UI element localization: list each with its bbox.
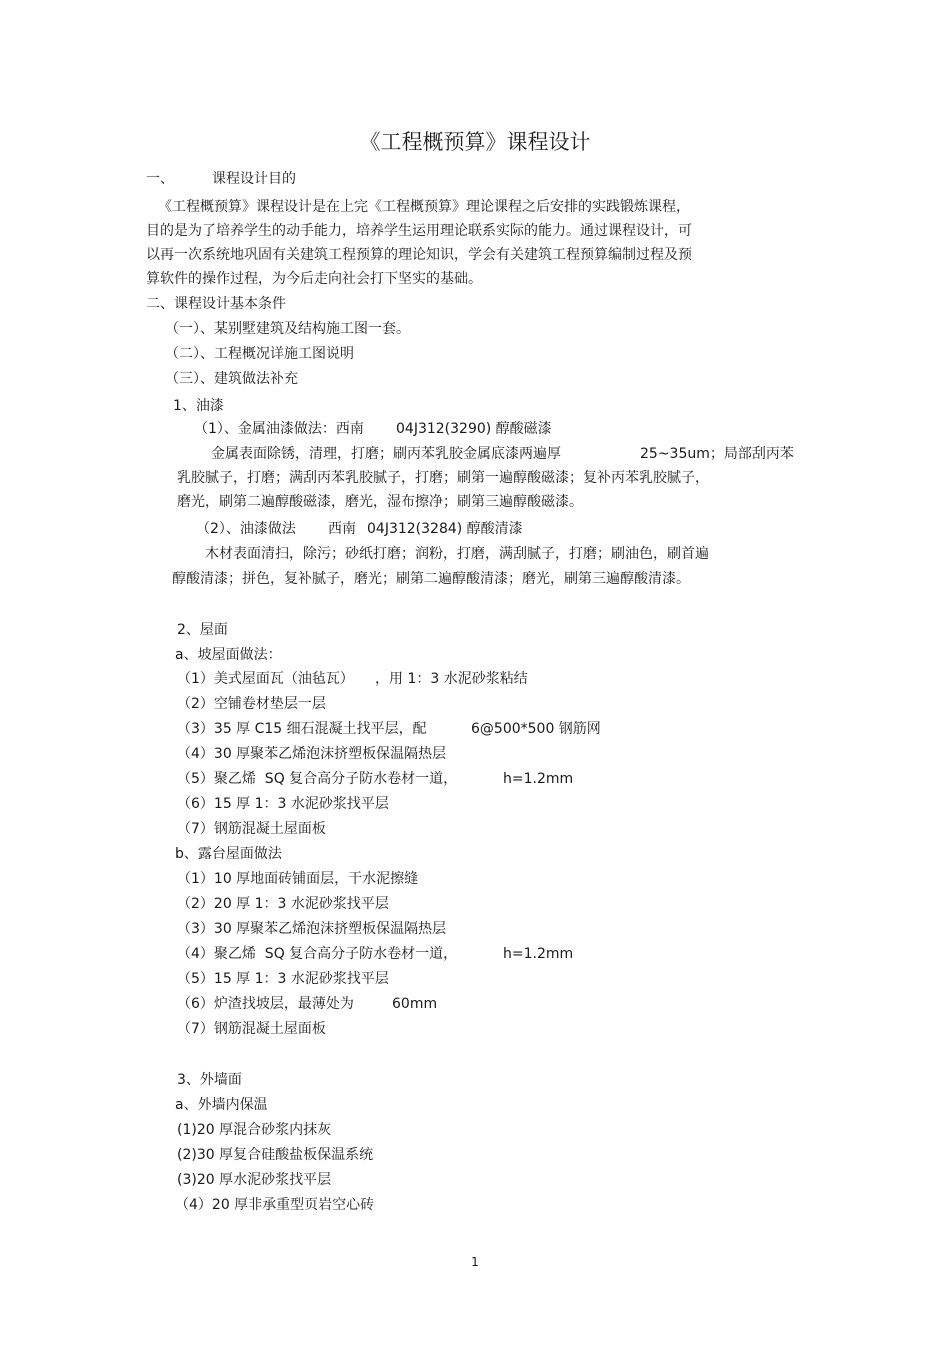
page-title: 《工程概预算》课程设计 <box>359 130 591 154</box>
roof-b-heading: b、露台屋面做法 <box>175 846 282 862</box>
paint-sub2-west: 西南 <box>328 521 356 537</box>
page-number: 1 <box>471 1255 479 1269</box>
paint-sub2-line: 醇酸清漆；拼色，复补腻子，磨光；刷第二遍醇酸清漆；磨光，刷第三遍醇酸清漆。 <box>172 571 690 587</box>
roof-a-item-tail: h=1.2mm <box>503 771 574 787</box>
roof-a-item-tail: 6@500*500 钢筋网 <box>471 721 601 737</box>
roof-b-item: （3）30 厚聚苯乙烯泡沫挤塑板保温隔热层 <box>177 921 447 937</box>
paint-sub1-label: （1）、金属油漆做法：西南 <box>194 421 364 437</box>
section-2-item: （二）、工程概况详施工图说明 <box>165 346 354 362</box>
section-2-item: （一）、某别墅建筑及结构施工图一套。 <box>165 321 410 337</box>
roof-heading: 2、屋面 <box>177 622 228 638</box>
roof-a-item: （6）15 厚 1：3 水泥砂浆找平层 <box>177 796 389 812</box>
roof-a-item: （7）钢筋混凝土屋面板 <box>177 821 326 837</box>
wall-a-heading: a、外墙内保温 <box>175 1097 268 1113</box>
section-2-item: （三）、建筑做法补充 <box>165 371 298 387</box>
roof-a-item-tail: ，用 1：3 水泥砂浆粘结 <box>375 671 528 687</box>
roof-b-item: （4）聚乙烯 SQ 复合高分子防水卷材一道， <box>177 946 458 962</box>
paint-sub1-line: 金属表面除锈，清理，打磨；刷丙苯乳胶金属底漆两遍厚 <box>211 446 561 462</box>
paint-sub2-label: （2）、油漆做法 <box>196 521 296 537</box>
para-line: 以再一次系统地巩固有关建筑工程预算的理论知识，学会有关建筑工程预算编制过程及预 <box>146 247 692 263</box>
roof-a-item: （4）30 厚聚苯乙烯泡沫挤塑板保温隔热层 <box>177 746 447 762</box>
paint-sub1-line: 25~35um；局部刮丙苯 <box>640 446 794 462</box>
roof-b-item: （7）钢筋混凝土屋面板 <box>177 1021 326 1037</box>
wall-heading: 3、外墙面 <box>177 1072 242 1088</box>
roof-b-item: （1）10 厚地面砖铺面层，干水泥擦缝 <box>177 871 419 887</box>
wall-item: （4）20 厚非承重型页岩空心砖 <box>175 1197 375 1213</box>
roof-a-heading: a、坡屋面做法： <box>175 647 282 663</box>
roof-a-item: （1）美式屋面瓦（油毡瓦） <box>177 671 354 687</box>
roof-b-item: （6）炉渣找坡层，最薄处为 <box>177 996 354 1012</box>
paint-sub1-code: 04J312(3290) 醇酸磁漆 <box>396 421 552 437</box>
paint-sub1-line: 乳胶腻子，打磨；满刮丙苯乳胶腻子，打磨；刷第一遍醇酸磁漆；复补丙苯乳胶腻子， <box>177 470 709 486</box>
para-line: 算软件的操作过程，为今后走向社会打下坚实的基础。 <box>146 271 482 287</box>
paint-sub2-line: 木材表面清扫，除污；砂纸打磨；润粉，打磨，满刮腻子，打磨；刷油色，刷首遍 <box>205 546 709 562</box>
wall-item: (1)20 厚混合砂浆内抹灰 <box>177 1122 332 1138</box>
roof-b-item-tail: h=1.2mm <box>503 946 574 962</box>
section-1-heading: 课程设计目的 <box>212 171 296 187</box>
wall-item: (2)30 厚复合硅酸盐板保温系统 <box>177 1147 374 1163</box>
roof-b-item: （2）20 厚 1：3 水泥砂浆找平层 <box>177 896 389 912</box>
roof-a-item: （2）空铺卷材垫层一层 <box>177 696 326 712</box>
paint-heading: 1、油漆 <box>173 398 224 414</box>
paint-sub1-line: 磨光，刷第二遍醇酸磁漆，磨光，湿布擦净；刷第三遍醇酸磁漆。 <box>177 494 583 510</box>
roof-b-item-tail: 60mm <box>392 996 438 1012</box>
para-line: 目的是为了培养学生的动手能力，培养学生运用理论联系实际的能力。通过课程设计，可 <box>146 223 692 239</box>
wall-item: (3)20 厚水泥砂浆找平层 <box>177 1172 332 1188</box>
roof-b-item: （5）15 厚 1：3 水泥砂浆找平层 <box>177 971 389 987</box>
paint-sub2-code: 04J312(3284) 醇酸清漆 <box>367 521 523 537</box>
para-line: 《工程概预算》课程设计是在上完《工程概预算》理论课程之后安排的实践锻炼课程， <box>158 199 690 215</box>
roof-a-item: （5）聚乙烯 SQ 复合高分子防水卷材一道， <box>177 771 458 787</box>
roof-a-item: （3）35 厚 C15 细石混凝土找平层，配 <box>177 721 427 737</box>
section-1-number: 一、 <box>146 171 174 187</box>
section-2-heading: 二、课程设计基本条件 <box>146 296 286 312</box>
